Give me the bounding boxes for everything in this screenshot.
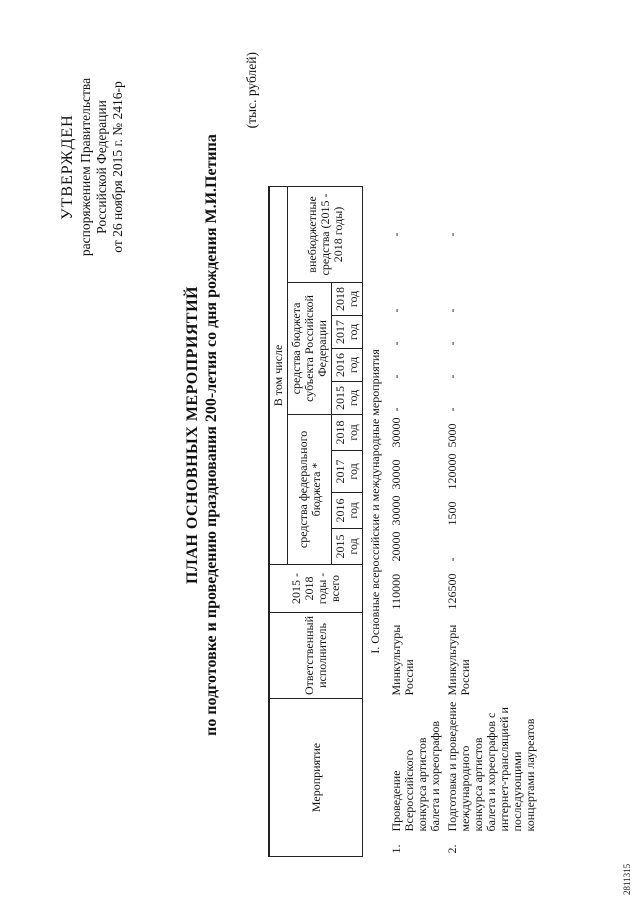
row-number: 1.	[389, 844, 403, 854]
table-row	[388, 186, 444, 856]
row-executor: Минкультуры России	[445, 624, 472, 696]
row-regional-2015: -	[445, 407, 459, 412]
section-heading-text: I. Основные всероссийские и международные мероприятия	[368, 349, 382, 654]
header-federal-2015: 2015 год	[332, 528, 363, 564]
approval-line-1: распоряжением Правительства	[78, 77, 93, 257]
row-regional-2018: -	[445, 308, 459, 313]
plan-table	[268, 186, 539, 857]
approval-stamp	[60, 52, 126, 282]
row-extrabudgetary: -	[389, 232, 403, 237]
document-title: ПЛАН ОСНОВНЫХ МЕРОПРИЯТИЙ	[184, 286, 201, 585]
row-federal-2016: 1500	[445, 501, 459, 526]
row-regional-2018: -	[389, 308, 403, 313]
row-federal-2018: 30000	[389, 417, 403, 448]
header-extrabudgetary: внебюджетные средства (2015 - 2018 годы)	[288, 186, 363, 282]
header-regional-2018: 2018 год	[332, 282, 363, 315]
approval-title: УТВЕРЖДЕН	[59, 114, 76, 220]
row-federal-2016: 30000	[389, 495, 403, 526]
footer-code: 2811315	[622, 863, 632, 895]
units-note: (тыс. рублей)	[244, 52, 259, 129]
header-executor: Ответственный исполнитель	[269, 612, 363, 698]
row-federal-2017: 120000	[445, 453, 459, 490]
header-regional-2017: 2017 год	[332, 315, 363, 348]
table-row	[444, 186, 539, 856]
header-federal-2018: 2018 год	[332, 414, 363, 450]
header-federal-budget: средства федерального бюджета *	[288, 414, 332, 564]
header-event: Мероприятие	[269, 699, 363, 857]
header-total: 2015 - 2018 годы - всего	[269, 564, 363, 612]
row-regional-2015: -	[389, 407, 403, 412]
row-federal-2017: 30000	[389, 459, 403, 490]
row-federal-2015: -	[445, 557, 459, 562]
row-event: Подготовка и проведение международного конкурса артистов балета и хореографов с интернет-трансляцией и последующими концертами лауреатов	[445, 701, 537, 832]
row-executor: Минкультуры России	[389, 624, 416, 696]
header-including: В том числе	[269, 186, 288, 564]
row-total: 110000	[389, 573, 403, 610]
approval-line-2: Российской Федерации	[94, 100, 109, 234]
row-federal-2018: 5000	[445, 423, 459, 448]
row-event: Проведение Всероссийского конкурса артистов балета и хореографов	[389, 720, 442, 832]
row-number: 2.	[445, 844, 459, 854]
header-regional-2015: 2015 год	[332, 381, 363, 414]
row-total: 126500	[445, 573, 459, 610]
header-federal-2016: 2016 год	[332, 492, 363, 528]
row-regional-2017: -	[445, 341, 459, 346]
header-regional-2016: 2016 год	[332, 348, 363, 381]
document-subtitle: по подготовке и проведению празднования 200-летия со дня рождения М.И.Петипа	[203, 134, 220, 736]
header-federal-2017: 2017 год	[332, 450, 363, 492]
row-federal-2015: 20000	[389, 531, 403, 562]
section-heading	[363, 186, 389, 856]
approval-line-3: от 26 ноября 2015 г. № 2416-р	[110, 81, 125, 253]
header-regional-budget: средства бюджета субъекта Российской Федерации	[288, 282, 332, 414]
row-extrabudgetary: -	[445, 232, 459, 237]
row-regional-2016: -	[445, 374, 459, 379]
document-title-block	[183, 115, 221, 755]
row-regional-2017: -	[389, 341, 403, 346]
section-row	[363, 186, 389, 856]
row-regional-2016: -	[389, 374, 403, 379]
